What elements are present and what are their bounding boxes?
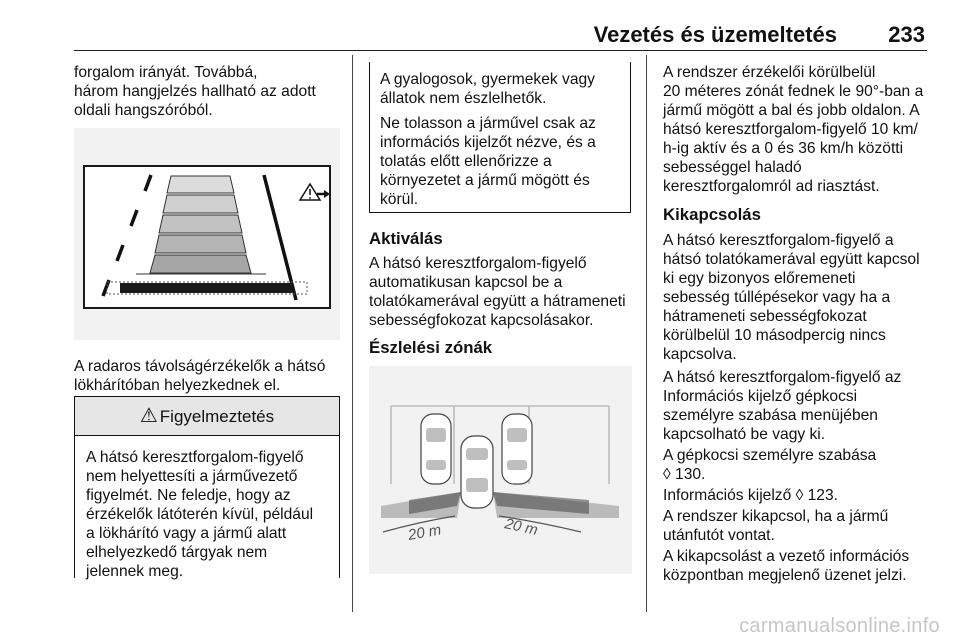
kikapcsolas-line: A kikapcsolást a vezető információs <box>663 548 910 565</box>
col3-intro-line: jármű mögött a bal és jobb oldalon. A <box>663 102 920 119</box>
kikapcsolas-line: kapcsolva. <box>663 346 737 363</box>
kikapcsolas-line: hátsó tolatókamerával együtt kapcsol <box>663 251 920 268</box>
page-title: Vezetés és üzemeltetés <box>593 22 837 47</box>
page-header <box>74 0 927 51</box>
warning-line: nem helyettesíti a járművezető <box>86 468 298 485</box>
col3-intro-line: sebességgel haladó <box>663 159 802 176</box>
kikapcsolas-line: A hátsó keresztforgalom-figyelő a <box>663 232 894 249</box>
aktivalas-line: automatikusan kapcsol be a <box>369 274 563 291</box>
aktivalas-line: tolatókamerával együtt a hátrameneti <box>369 293 626 310</box>
warning-title: Figyelmeztetés <box>159 407 275 426</box>
intro-line: oldali hangszóróból. <box>74 102 213 119</box>
intro-line: forgalom irányát. Továbbá, <box>74 64 258 81</box>
section-heading-kikapcsolas: Kikapcsolás <box>663 205 761 224</box>
warning-line: a lökhárító vagy a jármű alatt <box>86 525 287 542</box>
warning-line: elhelyezkedő tárgyak nem <box>86 544 268 561</box>
warning-triangle-icon: ⚠ <box>139 405 158 427</box>
kikapcsolas-line: sebesség túllépésekor vagy ha a <box>663 289 891 306</box>
detection-zones-illustration <box>369 366 632 574</box>
figure-caption: lökhárítóban helyezkednek el. <box>74 377 281 394</box>
figure-caption: A radaros távolságérzékelők a hátsó <box>74 358 326 375</box>
watermark: carmanualsonline.info <box>739 615 940 637</box>
column-divider <box>646 55 647 612</box>
radar-display-figure <box>74 128 340 340</box>
box-line: állatok nem észlelhetők. <box>380 90 547 107</box>
column-divider <box>352 55 353 612</box>
section-heading-aktivalas: Aktiválás <box>369 229 443 248</box>
warning-line: érzékelők látóterén kívül, például <box>86 506 314 523</box>
page-number: 233 <box>888 22 925 47</box>
box-line: Ne tolasson a járművel csak az <box>380 115 596 132</box>
warning-line: figyelmét. Ne feledje, hogy az <box>86 487 291 504</box>
warning-box <box>74 396 340 578</box>
col3-intro-line: A rendszer érzékelői körülbelül <box>663 64 876 81</box>
kikapcsolas-line: utánfutót vontat. <box>663 527 775 544</box>
warning-continuation-box <box>369 62 631 213</box>
box-paragraph <box>380 114 620 209</box>
kikapcsolas-line: A gépkocsi személyre szabása <box>663 447 877 464</box>
cross-reference: Információs kijelző ◊ 123. <box>663 487 838 504</box>
col3-intro-line: h-ig aktív és a 0 és 36 km/h közötti <box>663 140 904 157</box>
col3-intro-line: keresztforgalomról ad riasztást. <box>663 178 880 195</box>
kikapcsolas-line: Információs kijelző gépkocsi <box>663 388 858 405</box>
box-line: tolatás előtt ellenőrizze a <box>380 153 552 170</box>
box-paragraph <box>380 70 620 108</box>
zone-distance-label-left: 20 m <box>406 521 443 544</box>
kikapcsolas-line: ki egy bizonyos előremeneti <box>663 270 856 287</box>
warning-line: A hátsó keresztforgalom-figyelő <box>86 449 304 466</box>
warning-header <box>75 397 339 436</box>
aktivalas-line: A hátsó keresztforgalom-figyelő <box>369 255 587 272</box>
box-line: környezetet a jármű mögött és <box>380 172 590 189</box>
zone-distance-label-right: 20 m <box>503 515 540 539</box>
box-line: A gyalogosok, gyermekek vagy <box>380 71 595 88</box>
warning-line: jelennek meg. <box>86 563 184 580</box>
col3-intro-line: 20 méteres zónát fednek le 90°-ban a <box>663 83 924 100</box>
kikapcsolas-line: központban megjelenő üzenet jelzi. <box>663 567 907 584</box>
kikapcsolas-line: kapcsolható be vagy ki. <box>663 426 826 443</box>
detection-zones-figure <box>369 366 632 574</box>
cross-reference: ◊ 130. <box>663 466 706 483</box>
kikapcsolas-line: körülbelül 10 másodpercig nincs <box>663 327 886 344</box>
col3-intro-line: hátsó keresztforgalom-figyelő 10 km/ <box>663 121 918 138</box>
kikapcsolas-line: személyre szabása menüjében <box>663 407 878 424</box>
box-line: körül. <box>380 191 419 208</box>
warning-body <box>75 436 339 589</box>
kikapcsolas-line: A rendszer kikapcsol, ha a jármű <box>663 508 889 525</box>
box-line: információs kijelzőt nézve, és a <box>380 134 596 151</box>
kikapcsolas-line: hátrameneti sebességfokozat <box>663 308 867 325</box>
radar-display-illustration <box>74 128 340 340</box>
kikapcsolas-line: A hátsó keresztforgalom-figyelő az <box>663 369 902 386</box>
section-heading-zones: Észlelési zónák <box>369 338 493 357</box>
intro-line: három hangjelzés hallható az adott <box>74 83 316 100</box>
aktivalas-line: sebességfokozat kapcsolásakor. <box>369 312 594 329</box>
